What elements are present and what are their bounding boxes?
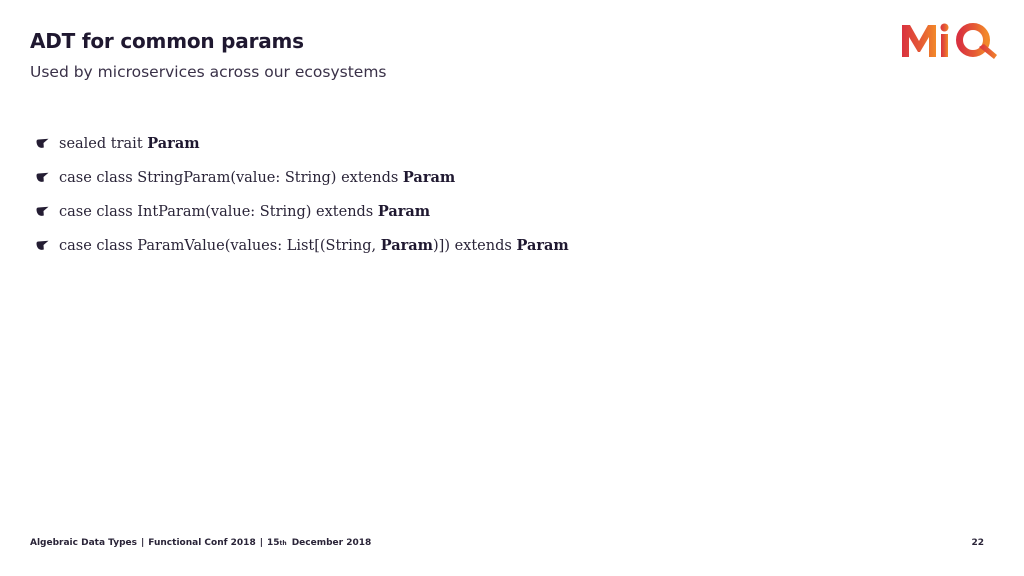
- code-text: case class StringParam(value: String) extends Param: [59, 168, 456, 186]
- code-text: case class IntParam(value: String) extends Param: [59, 202, 431, 220]
- slide-footer: Algebraic Data Types | Functional Conf 2018 | 15 th December 2018: [30, 538, 372, 548]
- miq-logo: [899, 19, 999, 61]
- page-number: 22: [971, 538, 984, 548]
- bullet-item: [36, 228, 569, 262]
- slide-subtitle: Used by microservices across our ecosystems: [30, 63, 387, 81]
- code-text: case class ParamValue(values: List[(String, Param)]) extends Param: [59, 236, 569, 254]
- footer-separator: |: [259, 538, 264, 548]
- code-text: sealed trait Param: [59, 134, 200, 152]
- bullet-item: [36, 160, 569, 194]
- footer-event: Functional Conf 2018: [148, 538, 256, 548]
- bullet-item: [36, 126, 569, 160]
- pointing-hand-icon: [36, 138, 59, 149]
- footer-separator: |: [141, 538, 145, 548]
- pointing-hand-icon: [36, 172, 59, 183]
- bullet-list: [36, 126, 569, 262]
- footer-date-rest: December 2018: [291, 538, 372, 548]
- slide-title: ADT for common params: [30, 29, 304, 53]
- pointing-hand-icon: [36, 240, 59, 251]
- pointing-hand-icon: [36, 206, 59, 217]
- footer-date-day: 15: [267, 538, 280, 548]
- bullet-item: [36, 194, 569, 228]
- footer-topic: Algebraic Data Types: [30, 538, 137, 548]
